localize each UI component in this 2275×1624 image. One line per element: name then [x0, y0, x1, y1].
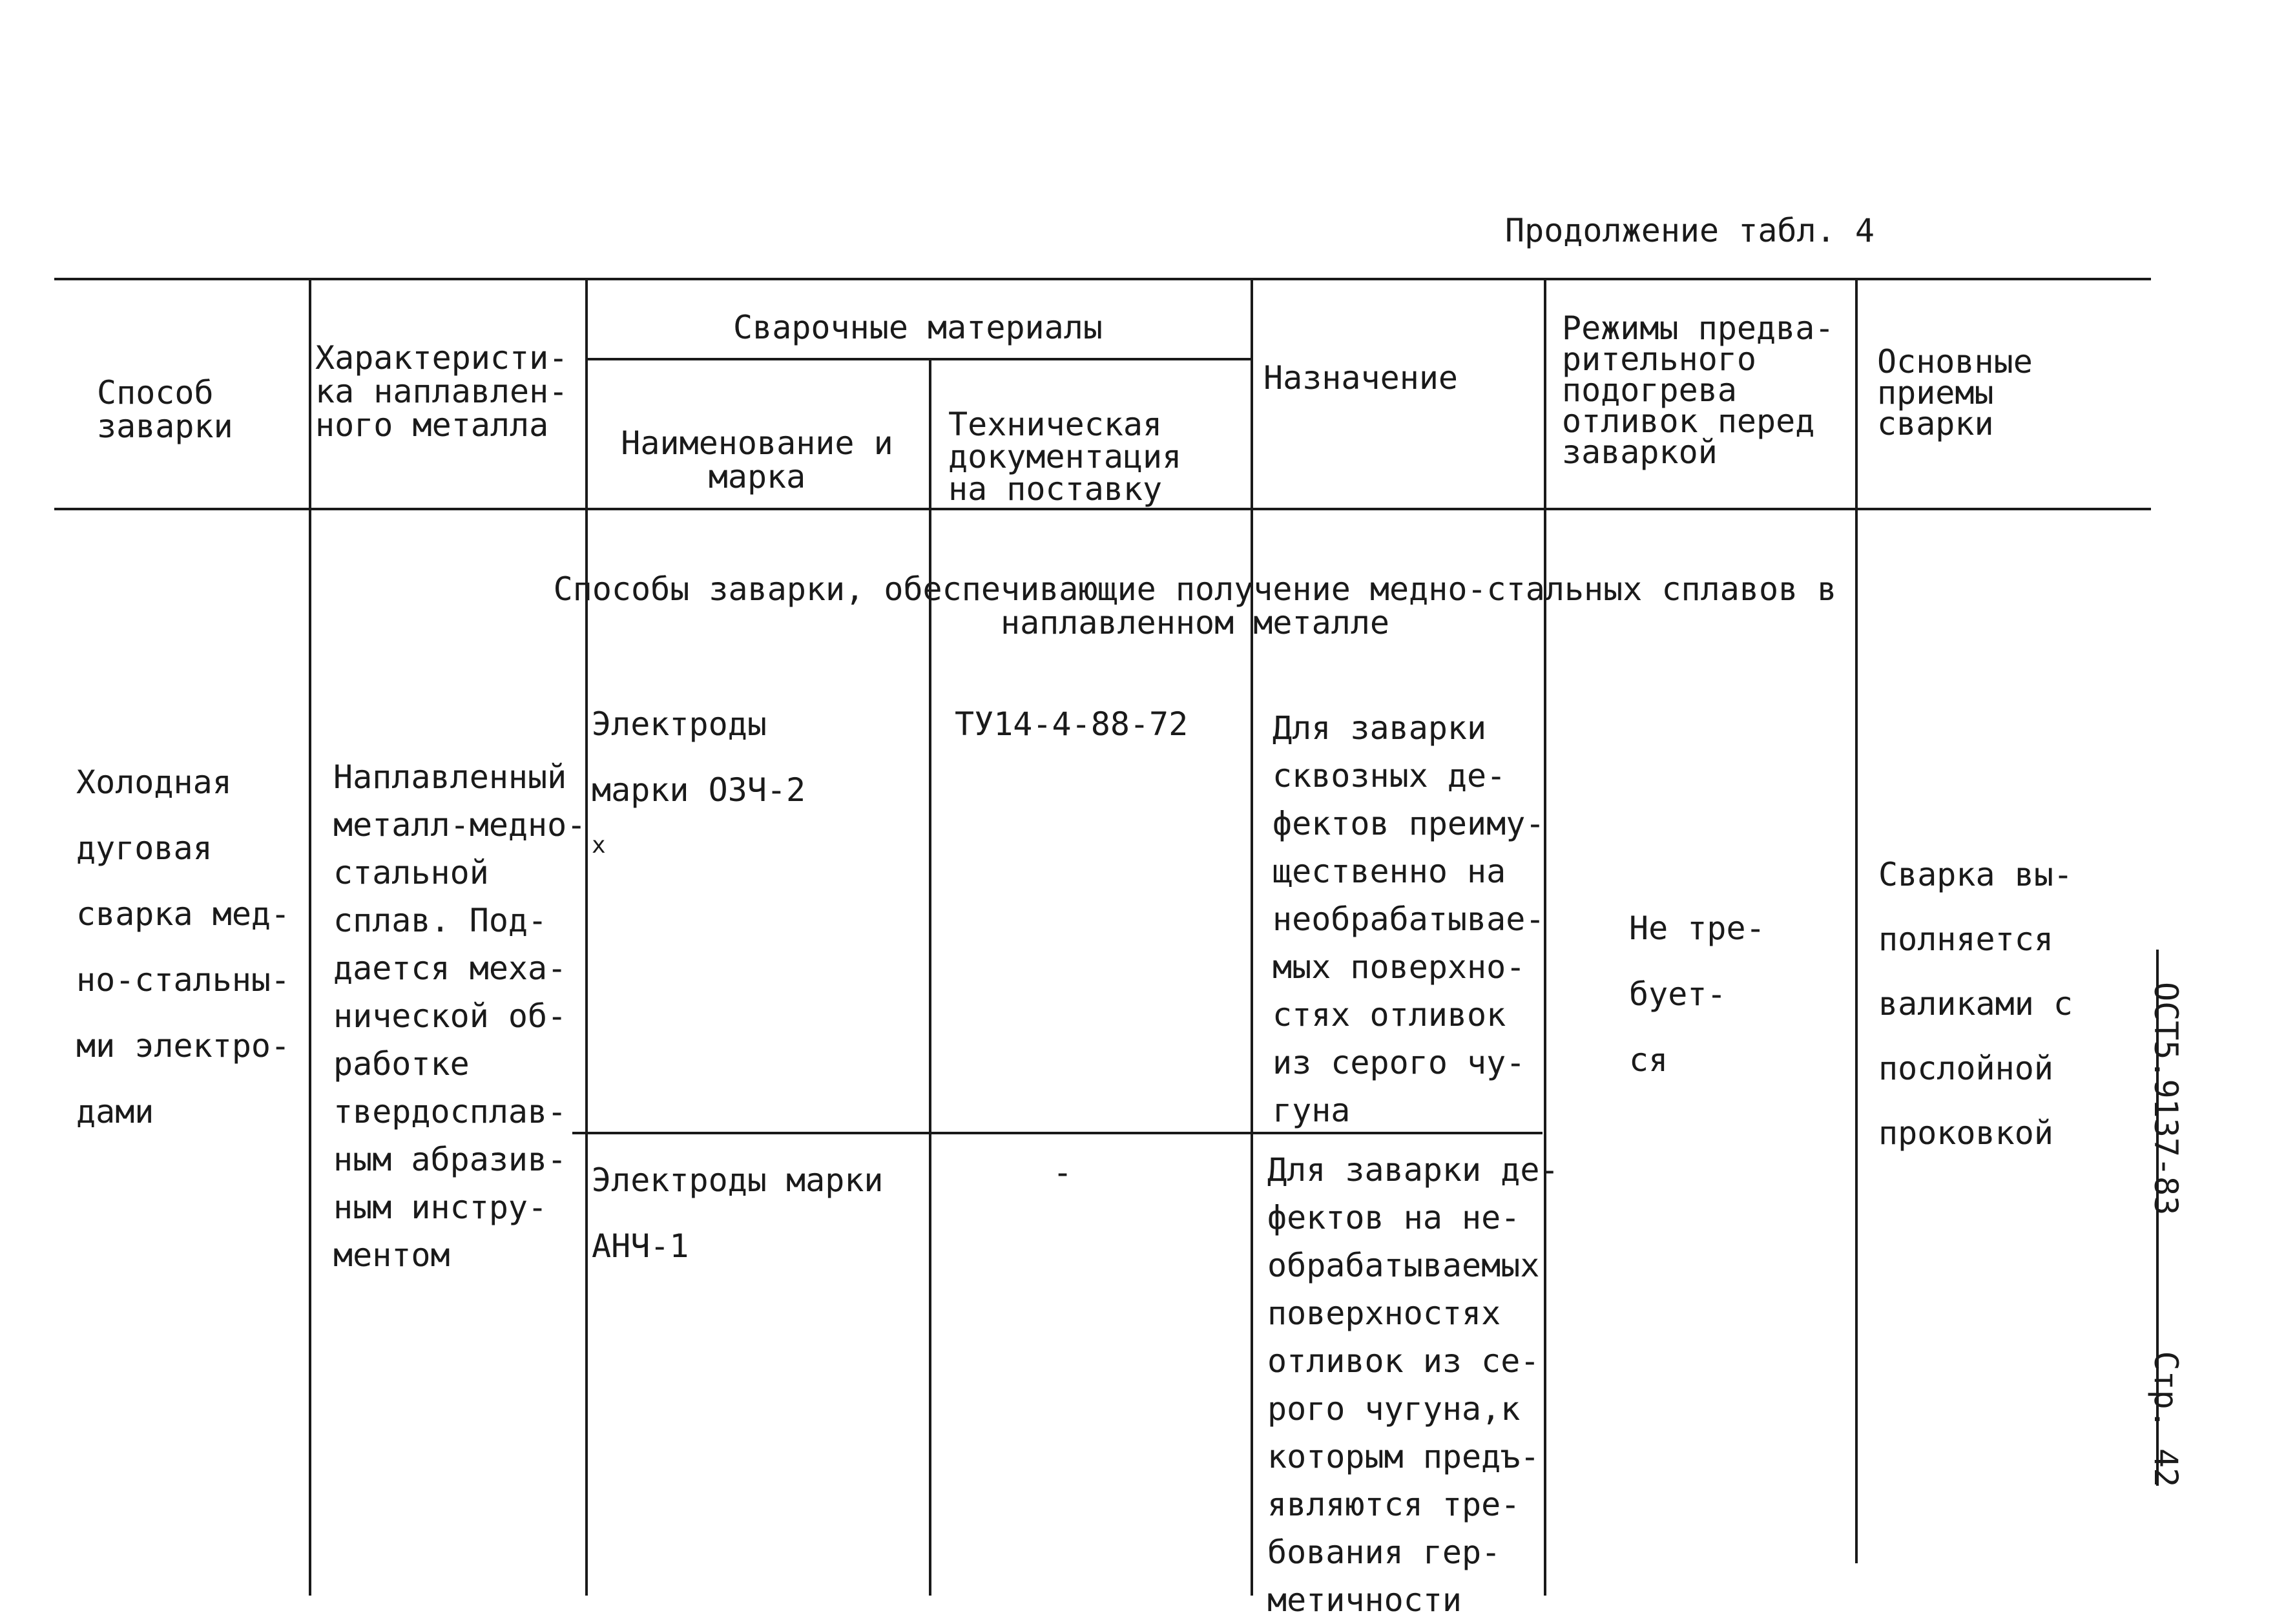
row-preheat: Не тре- бует- ся	[1629, 910, 1765, 1079]
col-divider-4	[1251, 278, 1253, 1596]
sub1-tech-doc: ТУ14-4-88-72	[955, 705, 1189, 743]
header-tech-doc: Техническая документация на поставку	[948, 406, 1182, 508]
section-title: Способы заварки, обеспечивающие получение медно-стальных сплавов в наплавленном металле	[553, 570, 1837, 641]
materials-subheader-rule	[585, 358, 1251, 360]
doc-code: ОСТ5.9137-83	[2147, 982, 2185, 1216]
row-method: Холодная дуговая сварка мед- но-стальны- ми электро- дами	[76, 764, 291, 1130]
header-techniques: Основные приемы сварки	[1877, 343, 2033, 442]
side-stamp	[2147, 982, 2185, 1488]
sub2-purpose: Для заварки де- фектов на не- обрабатываемых поверхностях отливок из се- рого чугуна,к которым предъ- являются тре- бования гер- метичности	[1267, 1151, 1559, 1619]
header-method: Способ заварки	[97, 374, 233, 445]
row-techniques: Сварка вы- полняется валиками с послойной проковкой	[1878, 856, 2073, 1152]
header-bottom-rule	[54, 508, 2151, 510]
sub1-purpose: Для заварки сквозных де- фектов преиму- щественно на необрабатывае- мых поверхно- стях отливок из серого чу- гуна	[1273, 709, 1545, 1129]
row-metal-characteristic: Наплавленный металл-медно- стальной сплав. Под- дается меха- нической об- работке твердосплав- ным абразив- ным инстру- ментом	[333, 758, 587, 1274]
header-purpose: Назначение	[1263, 359, 1459, 397]
header-welding-materials: Сварочные материалы	[733, 309, 1103, 346]
header-metal-characteristic: Характеристи- ка наплавлен- ного металла	[315, 339, 568, 444]
col-divider-6	[1855, 278, 1858, 1563]
sub1-material-name: Электроды марки ОЗЧ-2 $^x$	[592, 705, 806, 859]
page-label: Стр. 42	[2147, 1351, 2185, 1488]
col-divider-1	[309, 278, 311, 1596]
sub2-material-name: Электроды марки АНЧ-1	[592, 1161, 884, 1265]
header-name-mark: Наименование и марка	[621, 424, 893, 495]
continuation-caption: Продолжение табл. 4	[1505, 212, 1875, 249]
header-preheat: Режимы предва- рительного подогрева отливок перед заваркой	[1562, 309, 1834, 471]
sub2-tech-doc: -	[1053, 1154, 1073, 1191]
col-divider-3	[929, 358, 931, 1596]
table-top-rule	[54, 278, 2151, 280]
